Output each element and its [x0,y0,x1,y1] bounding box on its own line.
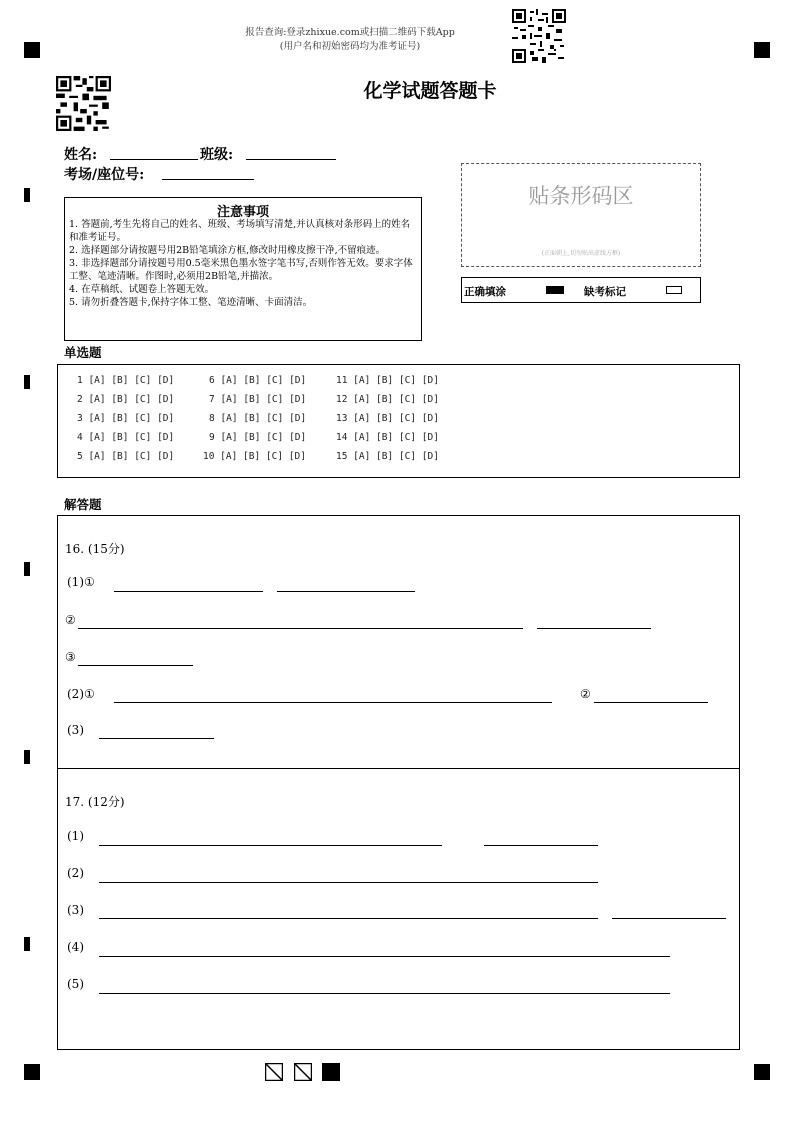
mcq-row[interactable]: 4 [A] [B] [C] [D] [77,432,175,443]
q16-part-1-3-label: ③ [65,650,76,664]
timing-mark [24,750,30,764]
q17-part-1-label: (1) [67,829,84,843]
mcq-row[interactable]: 14 [A] [B] [C] [D] [336,432,439,443]
q16-answer-line[interactable] [99,738,214,739]
absent-mark-box[interactable] [666,286,682,294]
timing-mark [24,562,30,576]
corner-mark-top-left [24,42,40,58]
q16-answer-line[interactable] [594,702,708,703]
barcode-area-note: (正面朝上,切勿贴出虚线方框) [541,250,621,257]
q16-part-1-2-label: ② [65,613,76,627]
q16-answer-line[interactable] [537,628,651,629]
page-mark-hatched [265,1063,283,1081]
notice-item: 3. 非选择题部分请按题号用0.5毫米黑色墨水签字笔书写,否则作答无效。要求字体工整、笔迹清晰。作图时,必须用2B铅笔,并描浓。 [69,258,413,282]
mcq-row[interactable]: 2 [A] [B] [C] [D] [77,394,175,405]
q17-answer-line[interactable] [612,918,726,919]
class-field[interactable] [246,159,336,160]
mcq-row[interactable]: 8 [A] [B] [C] [D] [209,413,307,424]
absent-mark-label: 缺考标记 [584,286,626,298]
mcq-row[interactable]: 1 [A] [B] [C] [D] [77,375,175,386]
q17-answer-line[interactable] [99,956,670,957]
mcq-row[interactable]: 6 [A] [B] [C] [D] [209,375,307,386]
q16-answer-line[interactable] [114,702,552,703]
q17-part-3-label: (3) [67,903,84,917]
question-17-title: 17. (12分) [65,795,125,809]
q16-part-2-label: (2)① [67,687,95,701]
room-seat-label: 考场/座位号: [64,167,145,183]
corner-mark-bottom-left [24,1064,40,1080]
notice-box [64,197,422,341]
q16-answer-line[interactable] [114,591,263,592]
notice-item: 1. 答题前,考生先将自己的姓名、班级、考场填写清楚,并认真核对条形码上的姓名和准考证号。 [69,219,411,243]
q16-answer-line[interactable] [78,628,523,629]
fill-legend [461,277,701,303]
page-mark-hatched [294,1063,312,1081]
page-title: 化学试题答题卡 [363,80,497,102]
timing-mark [24,375,30,389]
mcq-row[interactable]: 12 [A] [B] [C] [D] [336,394,439,405]
mcq-row[interactable]: 11 [A] [B] [C] [D] [336,375,439,386]
class-label: 班级: [200,147,234,163]
q16-part-3-label: (3) [67,723,84,737]
barcode-area-title: 贴条形码区 [528,184,634,208]
q17-answer-line[interactable] [99,845,442,846]
mcq-box [57,364,740,478]
mcq-row[interactable]: 3 [A] [B] [C] [D] [77,413,175,424]
mcq-row[interactable]: 9 [A] [B] [C] [D] [209,432,307,443]
mcq-row[interactable]: 13 [A] [B] [C] [D] [336,413,439,424]
name-field[interactable] [110,159,198,160]
corner-mark-top-right [754,42,770,58]
page-mark-solid [322,1063,340,1081]
corner-mark-bottom-right [754,1064,770,1080]
q16-answer-line[interactable] [277,591,415,592]
q17-answer-line[interactable] [99,918,598,919]
q17-answer-line[interactable] [484,845,598,846]
mcq-section-title: 单选题 [64,345,102,360]
question-16-box [57,515,740,769]
q16-part-1-label: (1)① [67,575,95,589]
mcq-row[interactable]: 7 [A] [B] [C] [D] [209,394,307,405]
q17-part-4-label: (4) [67,940,84,954]
notice-item: 2. 选择题部分请按题号用2B铅笔填涂方框,修改时用橡皮擦干净,不留痕迹。 [69,245,386,256]
q17-answer-line[interactable] [99,882,598,883]
q16-answer-line[interactable] [78,665,193,666]
barcode-area [461,163,701,267]
notice-item: 4. 在草稿纸、试题卷上答题无效。 [69,284,215,295]
notice-item: 5. 请勿折叠答题卡,保持字体工整、笔迹清晰、卡面清洁。 [69,297,313,308]
correct-fill-sample [546,286,564,294]
question-17-box [57,768,740,1050]
exam-card-qr-code [56,76,111,131]
q16-part-2-2-label: ② [580,687,591,701]
question-16-title: 16. (15分) [65,542,125,556]
correct-fill-label: 正确填涂 [464,286,506,298]
download-qr-code [512,9,566,63]
report-query-line-1: 报告查询:登录zhixue.com或扫描二维码下载App [245,27,455,38]
notice-list [69,218,417,309]
mcq-row[interactable]: 15 [A] [B] [C] [D] [336,451,439,462]
q17-answer-line[interactable] [99,993,670,994]
q17-part-2-label: (2) [67,866,84,880]
timing-mark [24,188,30,202]
name-label: 姓名: [64,147,98,163]
answers-section-title: 解答题 [64,497,102,512]
mcq-row[interactable]: 5 [A] [B] [C] [D] [77,451,175,462]
room-seat-field[interactable] [162,179,254,180]
mcq-row[interactable]: 10 [A] [B] [C] [D] [203,451,306,462]
timing-mark [24,937,30,951]
report-query-line-2: (用户名和初始密码均为准考证号) [279,41,421,52]
q17-part-5-label: (5) [67,977,84,991]
notice-title: 注意事项 [216,205,269,220]
